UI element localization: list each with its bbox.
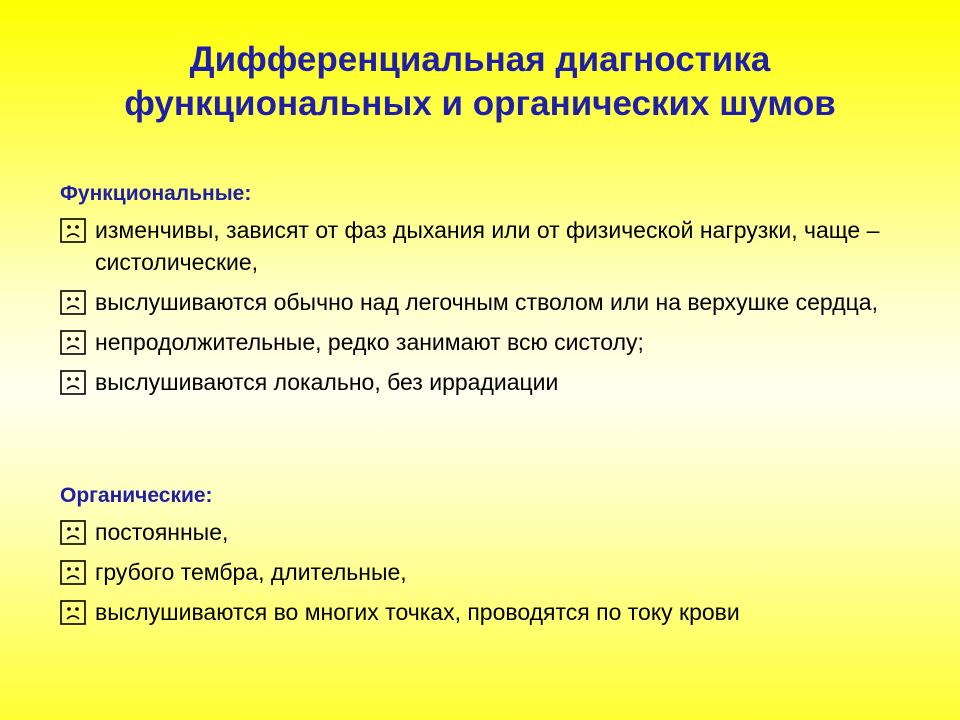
sad-face-icon [60, 218, 88, 244]
sad-face-icon [60, 370, 88, 396]
sad-face-icon [60, 560, 88, 586]
item-text: изменчивы, зависят от фаз дыхания или от физической нагрузки, чаще – систолические, [95, 217, 880, 275]
item-text: постоянные, [95, 519, 229, 545]
list-item [60, 596, 920, 628]
item-text: выслушиваются обычно над легочным стволом или на верхушке сердца, [95, 289, 878, 315]
sad-face-icon [60, 290, 88, 316]
functional-list [60, 214, 920, 398]
title-line-2: функциональных и органических шумов [124, 84, 836, 123]
organic-section [60, 482, 920, 636]
list-item [60, 516, 920, 548]
list-item [60, 556, 920, 588]
functional-section [60, 180, 920, 406]
sad-face-icon [60, 330, 88, 356]
slide-title [60, 38, 900, 126]
item-text: выслушиваются во многих точках, проводятся по току крови [95, 599, 740, 625]
title-line-1: Дифференциальная диагностика [189, 40, 771, 79]
sad-face-icon [60, 520, 88, 546]
functional-heading: Функциональные: [60, 182, 252, 205]
item-text: выслушиваются локально, без иррадиации [95, 369, 559, 395]
organic-heading: Органические: [60, 484, 213, 507]
list-item [60, 214, 920, 278]
organic-list [60, 516, 920, 628]
list-item [60, 326, 920, 358]
sad-face-icon [60, 600, 88, 626]
item-text: грубого тембра, длительные, [95, 559, 407, 585]
list-item [60, 366, 920, 398]
list-item [60, 286, 920, 318]
item-text: непродолжительные, редко занимают всю систолу; [95, 329, 644, 355]
